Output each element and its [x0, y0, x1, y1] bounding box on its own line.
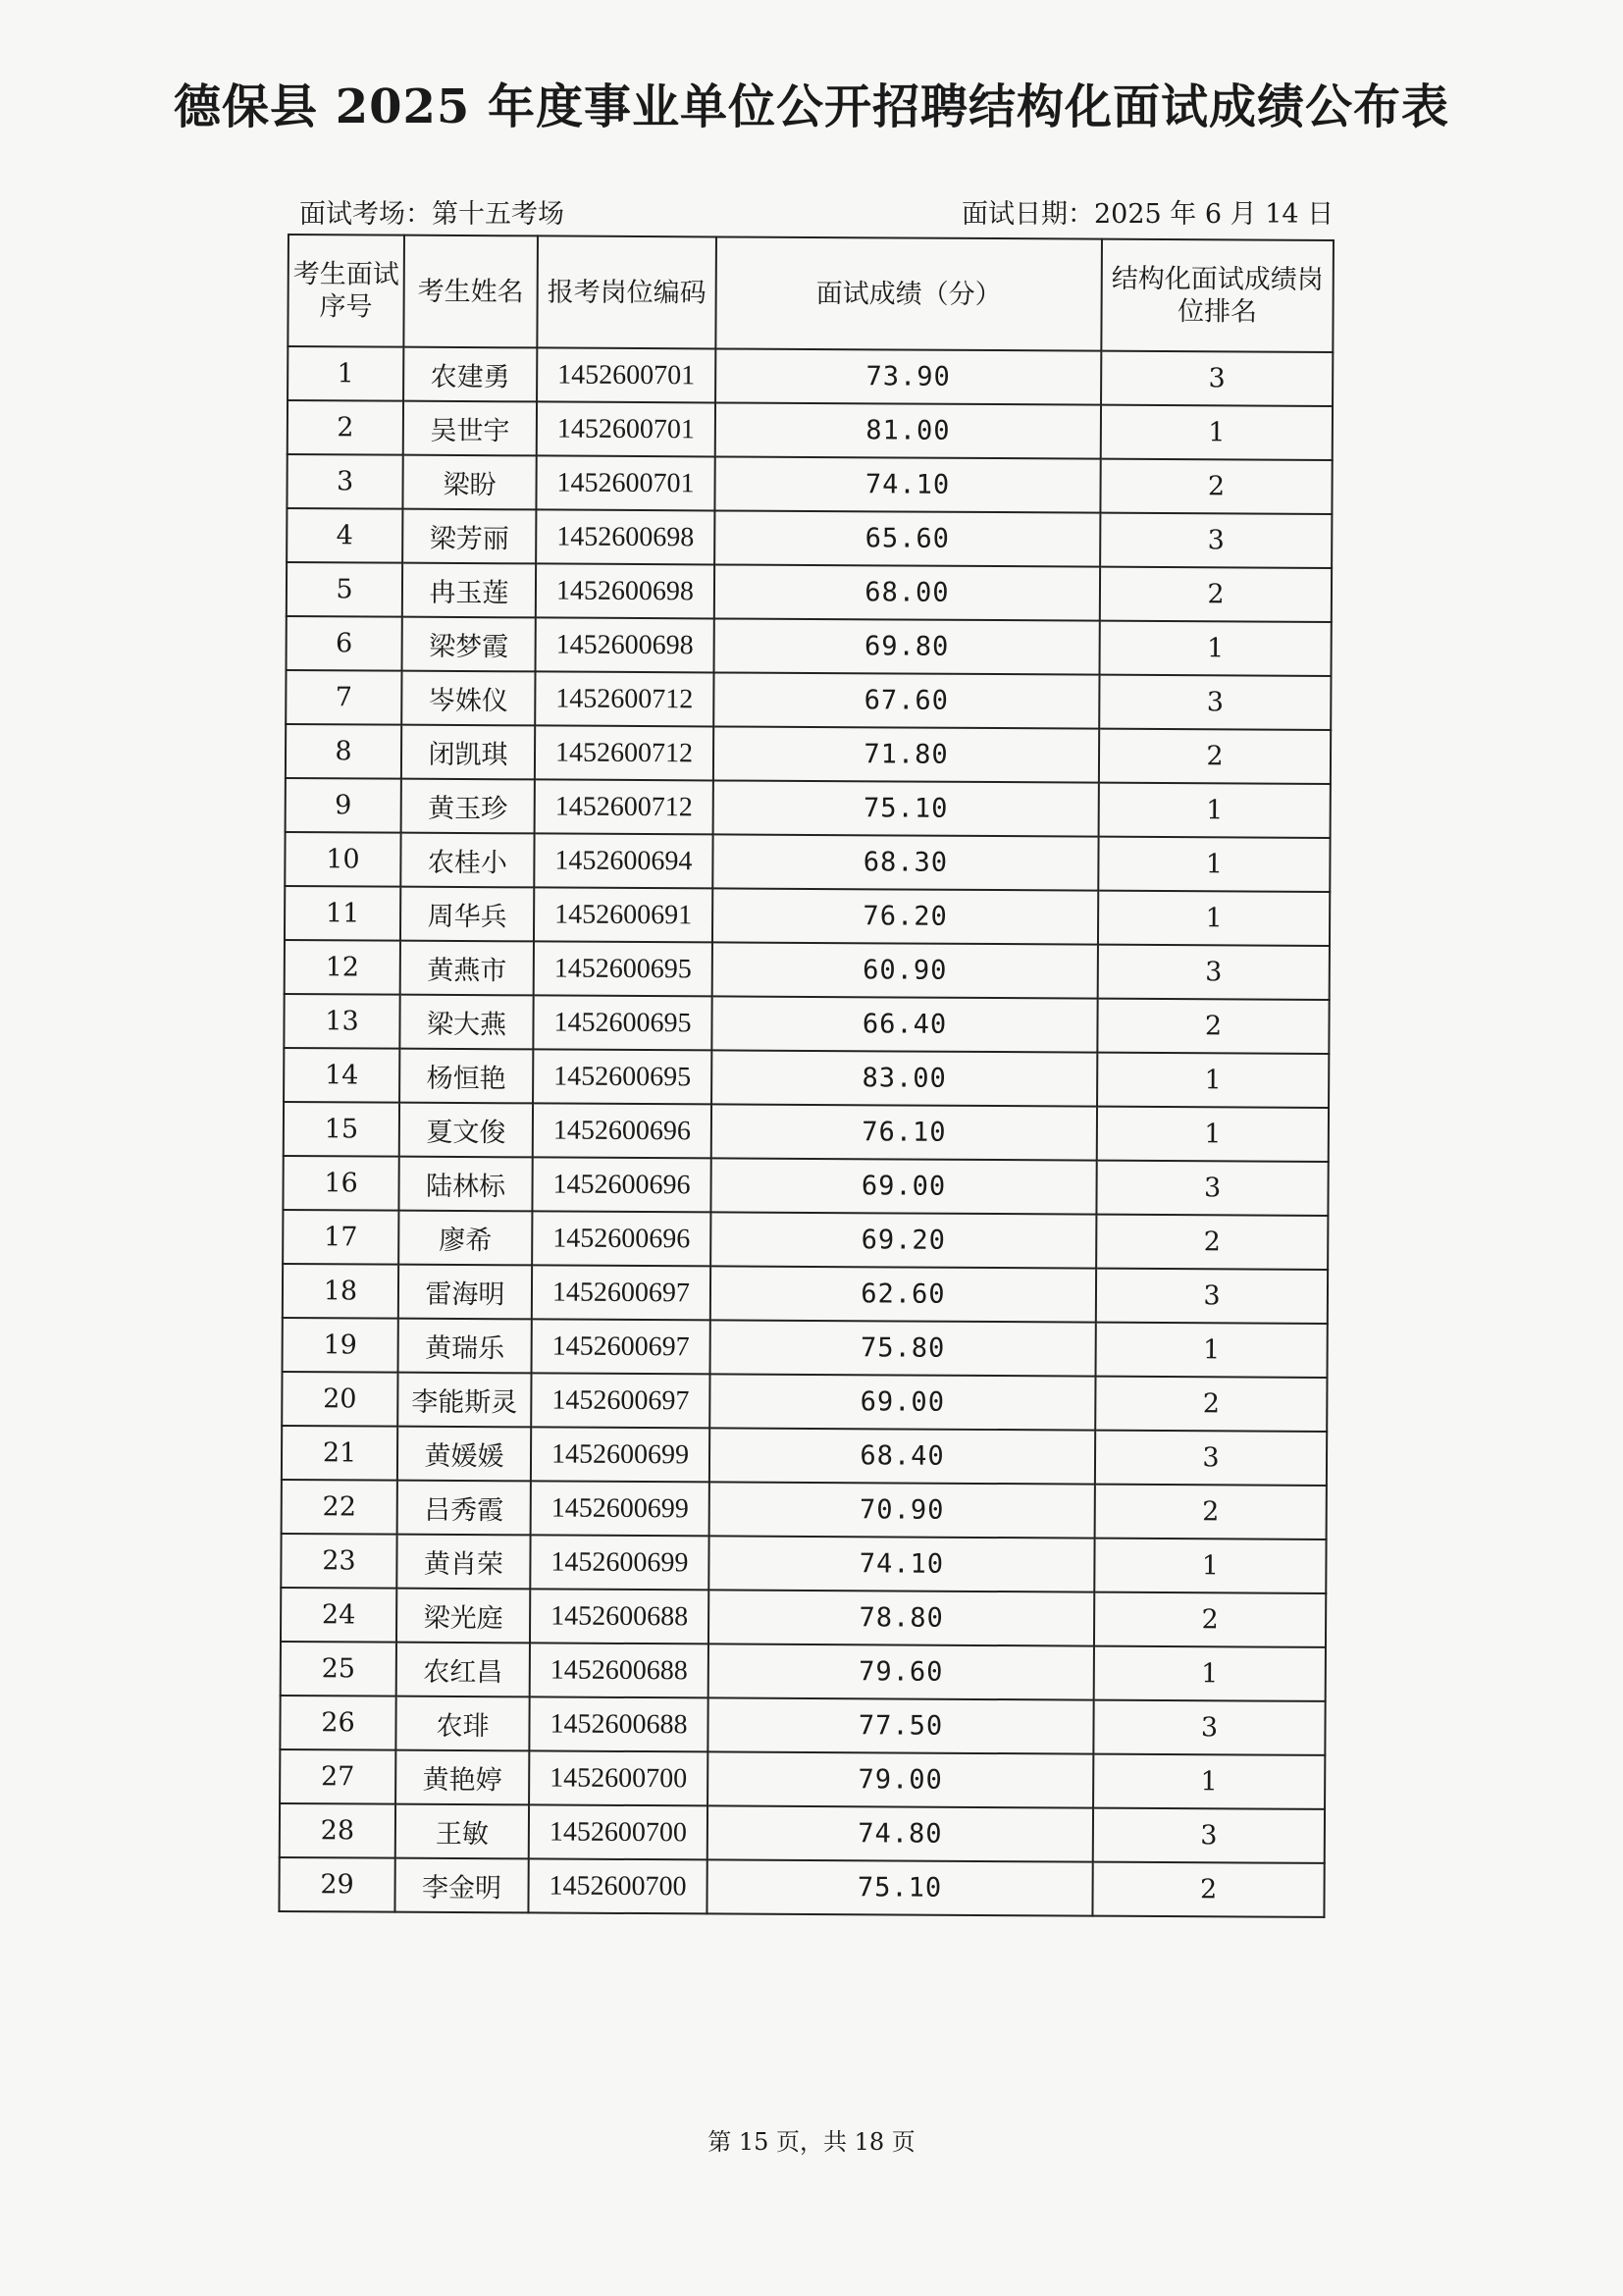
cell-seq: 1: [288, 346, 403, 401]
table-row: [285, 886, 1330, 946]
cell-score: 76.10: [711, 1104, 1097, 1160]
cell-score: 68.40: [709, 1428, 1095, 1484]
score-table: [278, 234, 1335, 1918]
cell-rank: 1: [1097, 1053, 1329, 1108]
cell-code: 1452600712: [535, 725, 713, 780]
cell-score: 74.10: [708, 1536, 1094, 1592]
table-row: [281, 1588, 1326, 1647]
cell-score: 76.20: [712, 888, 1098, 944]
cell-name: 梁盼: [402, 455, 536, 510]
exam-date: 面试日期：2025 年 6 月 14 日: [962, 199, 1335, 230]
cell-seq: 11: [285, 886, 400, 941]
cell-name: 农红昌: [396, 1643, 530, 1697]
cell-name: 农建勇: [403, 347, 537, 402]
cell-rank: 1: [1098, 891, 1330, 946]
table-row: [288, 400, 1333, 460]
cell-seq: 24: [281, 1588, 396, 1643]
cell-score: 62.60: [710, 1266, 1096, 1322]
table-row: [283, 1156, 1328, 1216]
cell-name: 黄艳婷: [395, 1750, 529, 1805]
cell-score: 68.00: [714, 564, 1100, 620]
cell-seq: 17: [283, 1210, 398, 1265]
table-row: [284, 994, 1329, 1054]
cell-rank: 3: [1095, 1431, 1327, 1486]
cell-code: 1452600698: [536, 563, 714, 618]
cell-rank: 1: [1098, 837, 1330, 892]
cell-rank: 2: [1099, 729, 1331, 784]
cell-seq: 6: [287, 616, 402, 671]
cell-code: 1452600694: [534, 833, 712, 888]
cell-name: 黄燕市: [400, 941, 534, 996]
cell-score: 78.80: [708, 1590, 1094, 1645]
cell-name: 陆林标: [398, 1157, 532, 1212]
cell-code: 1452600688: [530, 1643, 708, 1697]
cell-seq: 5: [287, 562, 402, 617]
cell-code: 1452600700: [529, 1750, 707, 1805]
cell-seq: 10: [285, 832, 400, 887]
cell-name: 梁大燕: [399, 995, 533, 1050]
cell-rank: 1: [1099, 783, 1331, 838]
cell-rank: 2: [1096, 1215, 1328, 1270]
cell-code: 1452600697: [532, 1319, 710, 1374]
cell-seq: 28: [280, 1803, 395, 1858]
cell-name: 李能斯灵: [397, 1373, 531, 1428]
cell-seq: 9: [286, 778, 401, 833]
cell-rank: 3: [1100, 513, 1332, 568]
header-score: 面试成绩（分）: [715, 236, 1102, 350]
cell-code: 1452600699: [530, 1535, 708, 1590]
cell-rank: 2: [1097, 999, 1329, 1054]
cell-name: 黄媛媛: [397, 1427, 531, 1482]
table-body: [279, 346, 1333, 1917]
cell-score: 71.80: [713, 726, 1099, 782]
cell-score: 67.60: [713, 672, 1099, 728]
table-row: [279, 1857, 1324, 1917]
table-row: [282, 1372, 1327, 1432]
cell-seq: 8: [286, 724, 401, 779]
cell-code: 1452600695: [533, 995, 711, 1050]
cell-name: 廖希: [398, 1211, 532, 1266]
cell-rank: 1: [1096, 1323, 1328, 1378]
cell-name: 黄玉珍: [401, 779, 535, 834]
table-row: [280, 1803, 1325, 1863]
cell-name: 夏文俊: [399, 1103, 533, 1158]
table-row: [287, 508, 1332, 568]
cell-name: 梁光庭: [396, 1589, 530, 1644]
table-row: [280, 1749, 1325, 1809]
cell-rank: 3: [1099, 675, 1331, 730]
table-row: [286, 670, 1331, 730]
cell-score: 69.00: [710, 1158, 1096, 1214]
cell-score: 81.00: [715, 402, 1101, 458]
table-row: [287, 562, 1332, 622]
cell-seq: 4: [287, 508, 402, 563]
header-seq: 考生面试序号: [288, 235, 404, 347]
cell-code: 1452600691: [534, 887, 712, 942]
cell-code: 1452600699: [531, 1427, 709, 1482]
cell-rank: 3: [1096, 1269, 1328, 1324]
table-row: [283, 1318, 1328, 1378]
cell-code: 1452600700: [529, 1804, 707, 1859]
cell-seq: 13: [284, 994, 399, 1049]
cell-code: 1452600701: [537, 347, 715, 402]
cell-code: 1452600712: [535, 671, 713, 726]
cell-code: 1452600688: [529, 1696, 707, 1751]
cell-name: 雷海明: [398, 1265, 532, 1320]
cell-seq: 18: [283, 1264, 398, 1319]
cell-code: 1452600701: [537, 401, 715, 456]
cell-name: 冉玉莲: [402, 563, 536, 618]
cell-name: 李金明: [394, 1858, 528, 1913]
cell-rank: 2: [1095, 1377, 1327, 1432]
table-row: [283, 1210, 1328, 1270]
cell-seq: 3: [287, 454, 402, 509]
cell-code: 1452600695: [534, 941, 712, 996]
table-header-row: [288, 235, 1334, 352]
cell-rank: 2: [1094, 1592, 1326, 1647]
cell-score: 73.90: [715, 348, 1101, 404]
cell-score: 60.90: [712, 942, 1098, 998]
cell-rank: 3: [1101, 351, 1333, 406]
cell-name: 闭凯琪: [401, 725, 535, 780]
table-row: [286, 778, 1331, 838]
cell-code: 1452600696: [533, 1103, 711, 1158]
cell-rank: 1: [1097, 1107, 1329, 1162]
table-row: [284, 1048, 1329, 1108]
cell-name: 农琲: [395, 1696, 529, 1751]
cell-name: 梁芳丽: [402, 509, 536, 564]
table-row: [280, 1696, 1325, 1755]
cell-code: 1452600697: [531, 1373, 709, 1428]
cell-rank: 1: [1094, 1539, 1326, 1593]
cell-score: 66.40: [711, 996, 1097, 1052]
cell-name: 农桂小: [400, 833, 534, 888]
table-row: [284, 1102, 1329, 1162]
cell-score: 74.80: [707, 1805, 1093, 1861]
table-row: [285, 832, 1330, 892]
header-name: 考生姓名: [403, 235, 538, 348]
cell-rank: 1: [1094, 1646, 1326, 1701]
cell-seq: 25: [281, 1642, 396, 1696]
cell-seq: 12: [285, 940, 400, 995]
cell-code: 1452600688: [530, 1589, 708, 1644]
cell-score: 79.60: [708, 1644, 1094, 1699]
cell-seq: 16: [283, 1156, 398, 1211]
cell-code: 1452600696: [532, 1157, 710, 1212]
exam-venue: 面试考场：第十五考场: [299, 199, 564, 230]
page-title: 德保县 2025 年度事业单位公开招聘结构化面试成绩公布表: [173, 79, 1450, 134]
cell-code: 1452600697: [532, 1265, 710, 1320]
header-code: 报考岗位编码: [537, 235, 716, 348]
cell-seq: 2: [288, 400, 403, 455]
cell-rank: 3: [1096, 1161, 1328, 1216]
table-row: [281, 1534, 1326, 1593]
cell-code: 1452600695: [533, 1049, 711, 1104]
cell-code: 1452600699: [531, 1481, 709, 1536]
cell-score: 69.20: [710, 1212, 1096, 1268]
cell-score: 69.80: [714, 618, 1100, 674]
cell-code: 1452600712: [535, 779, 713, 834]
cell-name: 黄肖荣: [396, 1535, 530, 1590]
table-row: [283, 1264, 1328, 1324]
cell-name: 黄瑞乐: [398, 1319, 532, 1374]
cell-score: 75.10: [707, 1859, 1092, 1915]
cell-seq: 19: [283, 1318, 398, 1373]
cell-code: 1452600698: [536, 617, 714, 672]
cell-name: 杨恒艳: [399, 1049, 533, 1104]
cell-code: 1452600698: [536, 509, 714, 564]
cell-rank: 3: [1093, 1808, 1325, 1863]
table-row: [281, 1642, 1326, 1701]
cell-seq: 29: [279, 1857, 394, 1912]
cell-score: 65.60: [714, 510, 1100, 566]
cell-seq: 22: [282, 1480, 397, 1535]
cell-score: 68.30: [712, 834, 1098, 890]
cell-rank: 3: [1093, 1700, 1325, 1755]
cell-rank: 2: [1095, 1485, 1327, 1539]
cell-seq: 27: [280, 1749, 395, 1804]
table-row: [287, 454, 1332, 514]
cell-name: 王敏: [395, 1804, 529, 1859]
cell-rank: 2: [1092, 1862, 1324, 1917]
cell-score: 83.00: [711, 1050, 1097, 1106]
cell-rank: 1: [1093, 1754, 1325, 1809]
cell-seq: 26: [280, 1696, 395, 1750]
table-row: [287, 616, 1332, 676]
cell-code: 1452600700: [528, 1858, 707, 1913]
cell-rank: 1: [1100, 621, 1332, 676]
cell-score: 79.00: [707, 1751, 1093, 1807]
cell-seq: 21: [282, 1426, 397, 1481]
table-row: [285, 940, 1330, 1000]
page-number: 第 15 页，共 18 页: [707, 2128, 916, 2156]
cell-score: 74.10: [714, 456, 1100, 512]
cell-seq: 23: [281, 1534, 396, 1589]
cell-name: 吴世宇: [403, 401, 537, 456]
header-rank: 结构化面试成绩岗位排名: [1101, 239, 1334, 352]
cell-name: 梁梦霞: [402, 617, 536, 672]
cell-name: 周华兵: [400, 887, 534, 942]
cell-code: 1452600701: [536, 455, 714, 510]
cell-rank: 2: [1100, 459, 1332, 514]
cell-name: 岑姝仪: [401, 671, 535, 726]
table-row: [282, 1426, 1327, 1486]
cell-rank: 3: [1098, 945, 1330, 1000]
cell-rank: 2: [1100, 567, 1332, 622]
cell-score: 77.50: [707, 1697, 1093, 1753]
table-row: [286, 724, 1331, 784]
cell-seq: 7: [286, 670, 401, 725]
cell-seq: 20: [282, 1372, 397, 1427]
cell-score: 75.10: [713, 780, 1099, 836]
cell-seq: 15: [284, 1102, 399, 1157]
cell-name: 吕秀霞: [397, 1481, 531, 1536]
cell-score: 69.00: [709, 1374, 1095, 1430]
cell-score: 70.90: [709, 1482, 1095, 1538]
cell-score: 75.80: [710, 1320, 1096, 1376]
table-row: [282, 1480, 1327, 1539]
cell-code: 1452600696: [532, 1211, 710, 1266]
cell-seq: 14: [284, 1048, 399, 1103]
cell-rank: 1: [1101, 405, 1333, 460]
table-row: [288, 346, 1333, 406]
